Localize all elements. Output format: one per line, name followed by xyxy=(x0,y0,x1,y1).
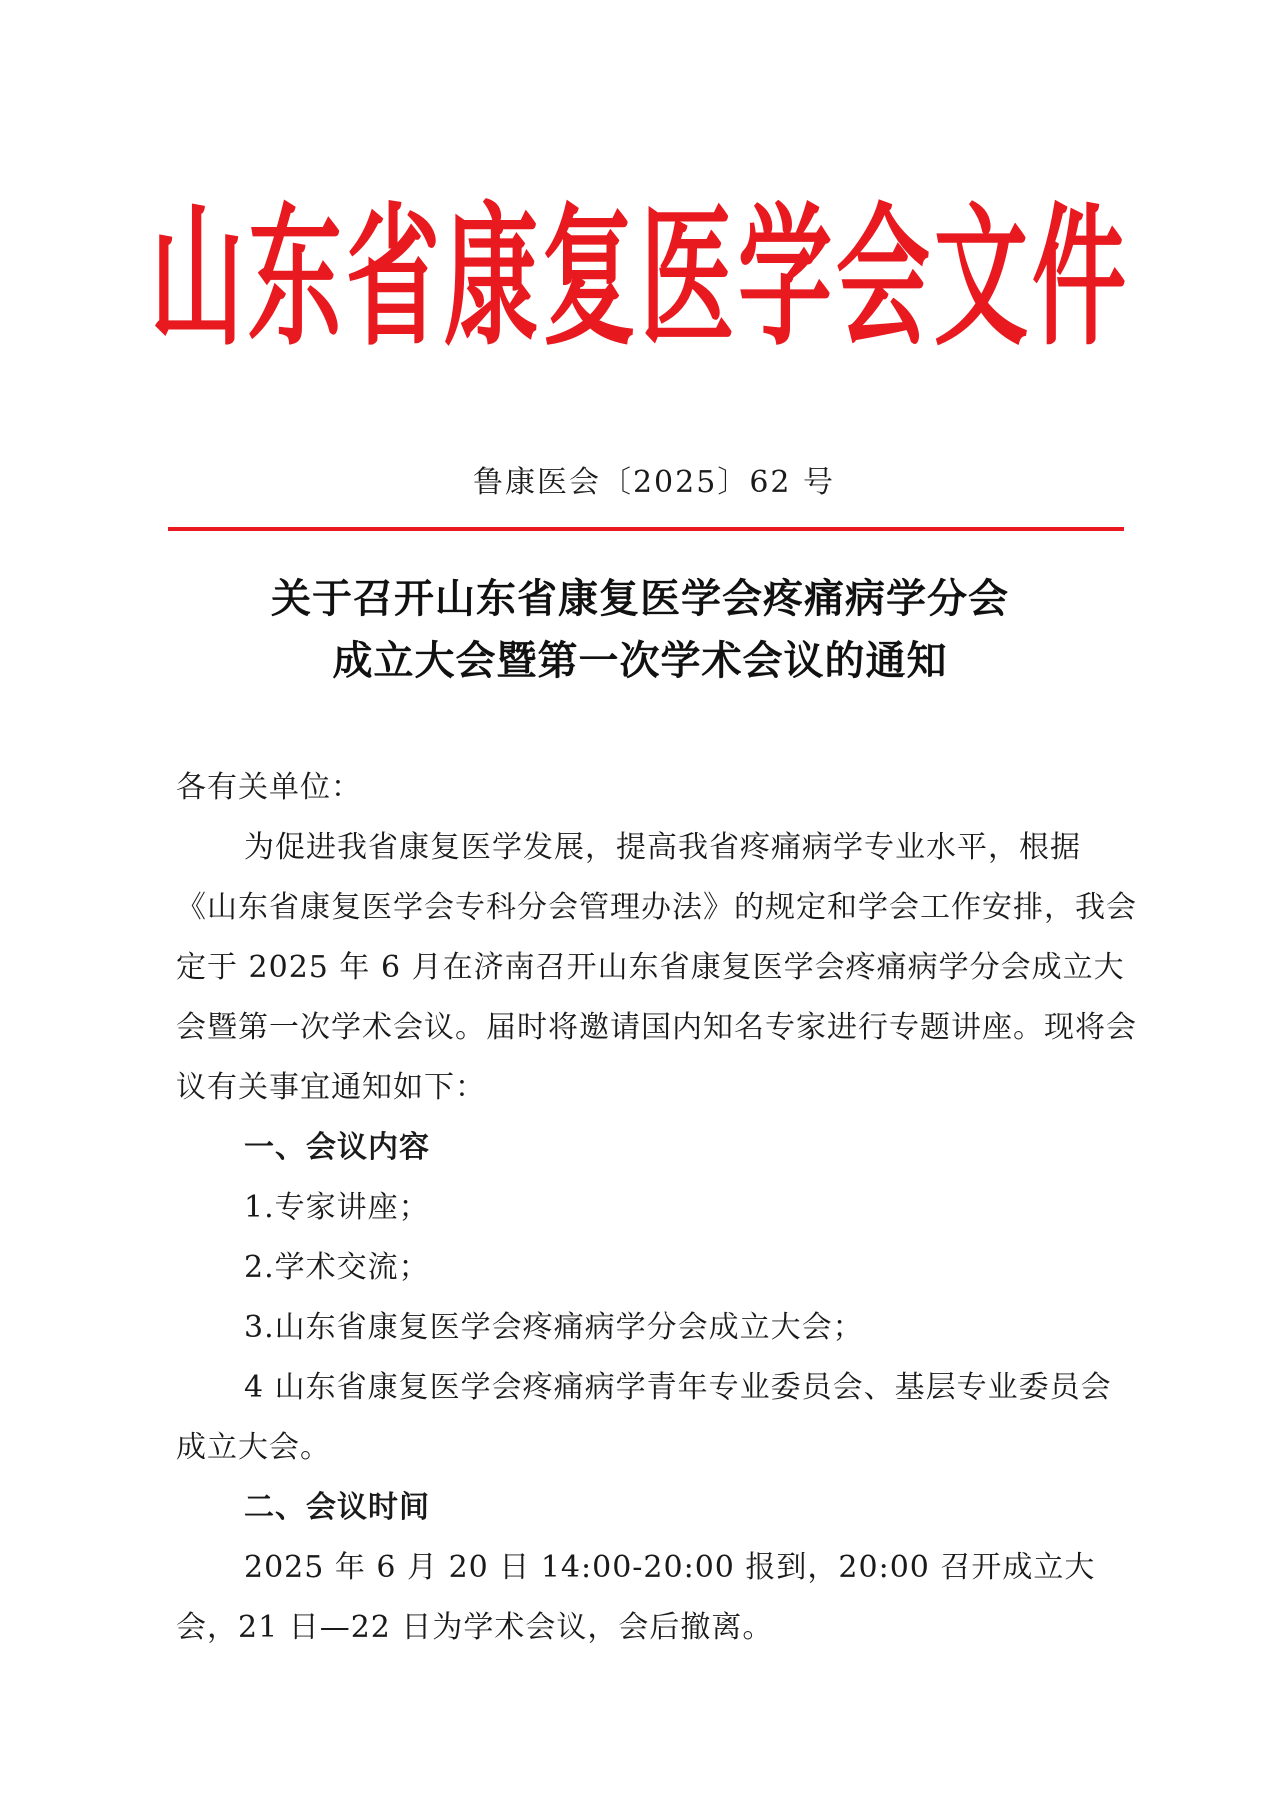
list-item: 2.学术交流； xyxy=(244,1250,430,1285)
masthead xyxy=(150,190,1130,370)
salutation: 各有关单位： xyxy=(176,770,362,805)
notice-title-line-2: 成立大会暨第一次学术会议的通知 xyxy=(332,637,948,684)
notice-body xyxy=(176,758,1140,1658)
meeting-time-paragraph: 2025 年 6 月 20 日 14:00-20:00 报到，20:00 召开成立大会，21 日—22 日为学术会议，会后撤离。 xyxy=(176,1550,1096,1645)
section-heading-time: 二、会议时间 xyxy=(244,1490,430,1525)
notice-title-line-1: 关于召开山东省康复医学会疼痛病学分会 xyxy=(271,575,1009,622)
red-divider-line xyxy=(168,527,1124,531)
list-item: 1.专家讲座； xyxy=(244,1190,430,1225)
section-heading-content: 一、会议内容 xyxy=(244,1130,430,1165)
notice-title xyxy=(150,568,1130,692)
intro-paragraph: 为促进我省康复医学发展，提高我省疼痛病学专业水平，根据《山东省康复医学会专科分会管理办法》的规定和学会工作安排，我会定于 2025 年 6 月在济南召开山东省康复医学会疼痛病学分会成立大会暨第一次学术会议。届时将邀请国内知名专家进行专题讲座。现将会议有关事宜通知如下： xyxy=(176,830,1137,1105)
list-item: 4 山东省康复医学会疼痛病学青年专业委员会、基层专业委员会成立大会。 xyxy=(176,1370,1112,1465)
list-item: 3.山东省康复医学会疼痛病学分会成立大会； xyxy=(244,1310,864,1345)
document-number: 鲁康医会〔2025〕62 号 xyxy=(472,465,836,500)
masthead-title: 山东省康复医学会文件 xyxy=(150,190,1131,368)
